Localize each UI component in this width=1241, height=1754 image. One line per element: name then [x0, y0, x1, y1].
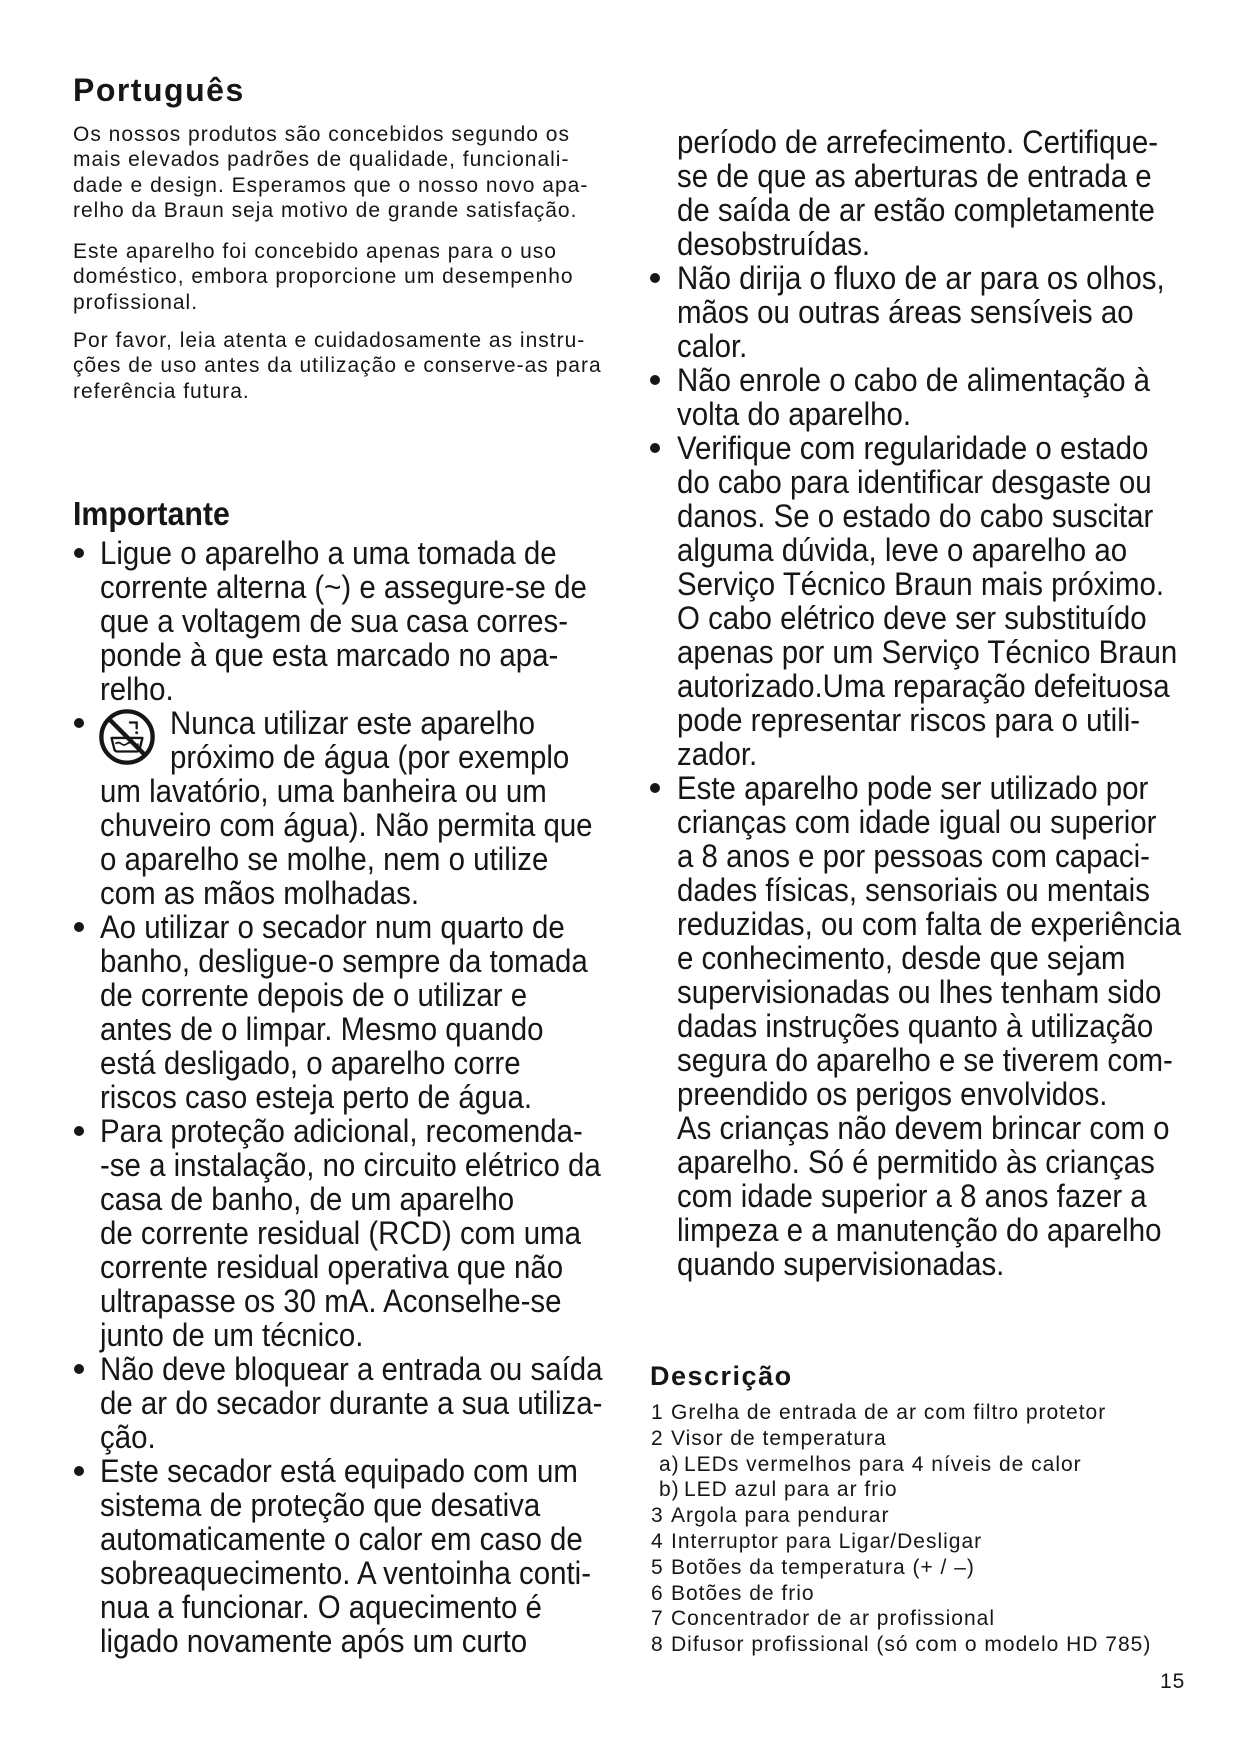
bullet-line: autorizado.Uma reparação defeituosa: [677, 668, 1170, 704]
bullet-line: de saída de ar estão completamente: [677, 192, 1155, 228]
bullet-icon: [74, 1364, 84, 1374]
bullet-line: dadas instruções quanto à utilização: [677, 1008, 1154, 1044]
bullet-line: um lavatório, uma banheira ou um: [100, 773, 547, 809]
safety-bullet-item: [100, 910, 640, 1114]
safety-bullet-item: [677, 431, 1232, 771]
item-number: 8: [651, 1633, 664, 1657]
bullet-icon: [74, 1466, 84, 1476]
bullet-line: relho.: [100, 671, 174, 707]
safety-bullet-item: [677, 261, 1232, 363]
intro-paragraph: [73, 122, 588, 224]
bullet-line: a 8 anos e por pessoas com capaci-: [677, 838, 1150, 874]
bullet-line: Não deve bloquear a entrada ou saída: [100, 1351, 603, 1387]
bullet-line: aparelho. Só é permitido às crianças: [677, 1144, 1155, 1180]
bullet-icon: [74, 922, 84, 932]
item-text: Argola para pendurar: [671, 1504, 890, 1528]
item-number: 4: [651, 1529, 664, 1553]
bullet-line: quando supervisionadas.: [677, 1246, 1005, 1282]
bullet-line: As crianças não devem brincar com o: [677, 1110, 1170, 1146]
intro-line: relho da Braun seja motivo de grande satisfação.: [73, 199, 578, 223]
bullet-line: o aparelho se molhe, nem o utilize: [100, 841, 549, 877]
bullet-line: ponde à que esta marcado no apa-: [100, 637, 559, 673]
intro-line: dade e design. Esperamos que o nosso novo apa-: [73, 173, 589, 197]
safety-bullet-item: [100, 1454, 640, 1658]
bullet-line: supervisionadas ou lhes tenham sido: [677, 974, 1162, 1010]
intro-paragraph: [73, 328, 602, 404]
item-text: LEDs vermelhos para 4 níveis de calor: [684, 1452, 1082, 1476]
continuation-text: [677, 125, 1232, 261]
intro-line: ções de uso antes da utilização e conserve-as para: [73, 354, 602, 378]
bullet-icon: [650, 273, 660, 283]
bullet-line: junto de um técnico.: [100, 1317, 364, 1353]
bullet-text: [100, 1352, 640, 1454]
bullet-line: reduzidas, ou com falta de experiência: [677, 906, 1182, 942]
bullet-icon: [650, 375, 660, 385]
description-item: [650, 1529, 1210, 1555]
page-number: 15: [1160, 1670, 1186, 1693]
bullet-icon: [74, 548, 84, 558]
bullet-line: dades físicas, sensoriais ou mentais: [677, 872, 1150, 908]
bullet-line: ção.: [100, 1419, 156, 1455]
bullet-line: banho, desligue-o sempre da tomada: [100, 943, 588, 979]
bullet-line: corrente alterna (~) e assegure-se de: [100, 569, 587, 605]
bullet-line: do cabo para identificar desgaste ou: [677, 464, 1152, 500]
bullet-line: está desligado, o aparelho corre: [100, 1045, 521, 1081]
item-text: Interruptor para Ligar/Desligar: [671, 1529, 983, 1553]
bullet-line: Este aparelho pode ser utilizado por: [677, 770, 1149, 806]
item-number: 3: [651, 1504, 664, 1528]
safety-instructions-list: [100, 536, 640, 1658]
bullet-line: que a voltagem de sua casa corres-: [100, 603, 569, 639]
bullet-text: [100, 1454, 640, 1658]
intro-line: Os nossos produtos são concebidos segundo os: [73, 123, 570, 146]
bullet-text: [677, 771, 1232, 1281]
safety-bullet-item: [100, 706, 640, 910]
bullet-line: -se a instalação, no circuito elétrico da: [100, 1147, 601, 1183]
bullet-line: antes de o limpar. Mesmo quando: [100, 1011, 544, 1047]
section-heading-descricao: Descrição: [650, 1361, 793, 1391]
item-number: 7: [651, 1607, 664, 1631]
description-item: [650, 1632, 1210, 1658]
item-text: LED azul para ar frio: [684, 1478, 898, 1502]
item-text: Botões de frio: [671, 1581, 815, 1605]
no-water-prohibition-icon: [98, 708, 156, 766]
safety-bullet-item: [100, 1114, 640, 1352]
bullet-icon: [74, 718, 84, 728]
bullet-text: [677, 431, 1232, 771]
intro-line: doméstico, embora proporcione um desempenho: [73, 265, 574, 289]
bullet-text: [100, 910, 640, 1114]
bullet-line: de ar do secador durante a sua utiliza-: [100, 1385, 603, 1421]
bullet-icon: [650, 443, 660, 453]
bullet-line: riscos caso esteja perto de água.: [100, 1079, 533, 1115]
bullet-text: [100, 536, 640, 706]
bullet-line: Este secador está equipado com um: [100, 1453, 578, 1489]
bullet-line: O cabo elétrico deve ser substituído: [677, 600, 1147, 636]
intro-paragraph: [73, 239, 574, 315]
bullet-icon: [650, 783, 660, 793]
bullet-line: sistema de proteção que desativa: [100, 1487, 541, 1523]
safety-bullet-item: [677, 771, 1232, 1281]
description-item: [650, 1400, 1210, 1426]
bullet-line: Não enrole o cabo de alimentação à: [677, 362, 1150, 398]
intro-line: Este aparelho foi concebido apenas para o uso: [73, 240, 557, 263]
item-number: b): [659, 1478, 680, 1502]
bullet-line: Verifique com regularidade o estado: [677, 430, 1149, 466]
bullet-line: crianças com idade igual ou superior: [677, 804, 1157, 840]
item-number: 5: [651, 1555, 664, 1579]
bullet-line: limpeza e a manutenção do aparelho: [677, 1212, 1162, 1248]
bullet-line: próximo de água (por exemplo: [170, 739, 570, 775]
bullet-line: Para proteção adicional, recomenda-: [100, 1113, 583, 1149]
bullet-line: desobstruídas.: [677, 226, 871, 262]
bullet-text: [100, 1114, 640, 1352]
bullet-line: Ligue o aparelho a uma tomada de: [100, 535, 557, 571]
item-text: Grelha de entrada de ar com filtro protetor: [671, 1401, 1107, 1424]
bullet-line: ligado novamente após um curto: [100, 1623, 528, 1659]
bullet-line: nua a funcionar. O aquecimento é: [100, 1589, 542, 1625]
bullet-line: período de arrefecimento. Certifique-: [677, 124, 1159, 160]
item-text: Difusor profissional (só com o modelo HD 785): [671, 1633, 1152, 1657]
item-number: 6: [651, 1581, 664, 1605]
bullet-text: [100, 706, 640, 910]
item-text: Visor de temperatura: [671, 1426, 887, 1450]
safety-bullet-item: [677, 363, 1232, 431]
bullet-line: corrente residual operativa que não: [100, 1249, 564, 1285]
safety-instructions-list-continued: [677, 125, 1232, 1281]
bullet-line: chuveiro com água). Não permita que: [100, 807, 593, 843]
description-item: [650, 1503, 1210, 1529]
intro-line: mais elevados padrões de qualidade, funcionali-: [73, 148, 570, 172]
item-number: a): [659, 1452, 680, 1476]
bullet-line: de corrente depois de o utilizar e: [100, 977, 528, 1013]
description-item: [650, 1581, 1210, 1607]
bullet-line: com as mãos molhadas.: [100, 875, 420, 911]
description-subitem: [650, 1452, 1210, 1478]
bullet-line: automaticamente o calor em caso de: [100, 1521, 583, 1557]
item-text: Concentrador de ar profissional: [671, 1607, 995, 1631]
description-item: [650, 1606, 1210, 1632]
page-title: Português: [73, 72, 245, 108]
item-text: Botões da temperatura (+ / –): [671, 1555, 975, 1579]
bullet-line: pode representar riscos para o utili-: [677, 702, 1141, 738]
intro-line: referência futura.: [73, 379, 250, 403]
bullet-line: mãos ou outras áreas sensíveis ao: [677, 294, 1134, 330]
bullet-line: se de que as aberturas de entrada e: [677, 158, 1152, 194]
safety-bullet-item: [100, 1352, 640, 1454]
bullet-line: de corrente residual (RCD) com uma: [100, 1215, 582, 1251]
bullet-text: [677, 261, 1232, 363]
bullet-line: apenas por um Serviço Técnico Braun: [677, 634, 1178, 670]
description-subitem: [650, 1477, 1210, 1503]
bullet-line: volta do aparelho.: [677, 396, 912, 432]
bullet-line: calor.: [677, 328, 748, 364]
bullet-line: zador.: [677, 736, 758, 772]
bullet-line: Não dirija o fluxo de ar para os olhos,: [677, 260, 1165, 296]
intro-line: Por favor, leia atenta e cuidadosamente as instru-: [73, 329, 586, 352]
bullet-line: preendido os perigos envolvidos.: [677, 1076, 1108, 1112]
item-number: 2: [651, 1426, 664, 1450]
bullet-text: [677, 363, 1232, 431]
description-item: [650, 1555, 1210, 1581]
safety-bullet-item: [100, 536, 640, 706]
bullet-line: com idade superior a 8 anos fazer a: [677, 1178, 1147, 1214]
bullet-line: e conhecimento, desde que sejam: [677, 940, 1126, 976]
bullet-line: ultrapasse os 30 mA. Aconselhe-se: [100, 1283, 562, 1319]
bullet-line: casa de banho, de um aparelho: [100, 1181, 515, 1217]
bullet-line: sobreaquecimento. A ventoinha conti-: [100, 1555, 591, 1591]
description-list: [650, 1400, 1210, 1658]
bullet-line: alguma dúvida, leve o aparelho ao: [677, 532, 1128, 568]
description-item: [650, 1426, 1210, 1452]
bullet-icon: [74, 1126, 84, 1136]
bullet-line: Ao utilizar o secador num quarto de: [100, 909, 565, 945]
intro-line: profissional.: [73, 290, 199, 314]
section-heading-importante: Importante: [73, 495, 230, 532]
bullet-line: Serviço Técnico Braun mais próximo.: [677, 566, 1165, 602]
bullet-line: segura do aparelho e se tiverem com-: [677, 1042, 1173, 1078]
item-number: 1: [651, 1401, 664, 1424]
bullet-line: Nunca utilizar este aparelho: [170, 705, 535, 741]
bullet-line: danos. Se o estado do cabo suscitar: [677, 498, 1154, 534]
